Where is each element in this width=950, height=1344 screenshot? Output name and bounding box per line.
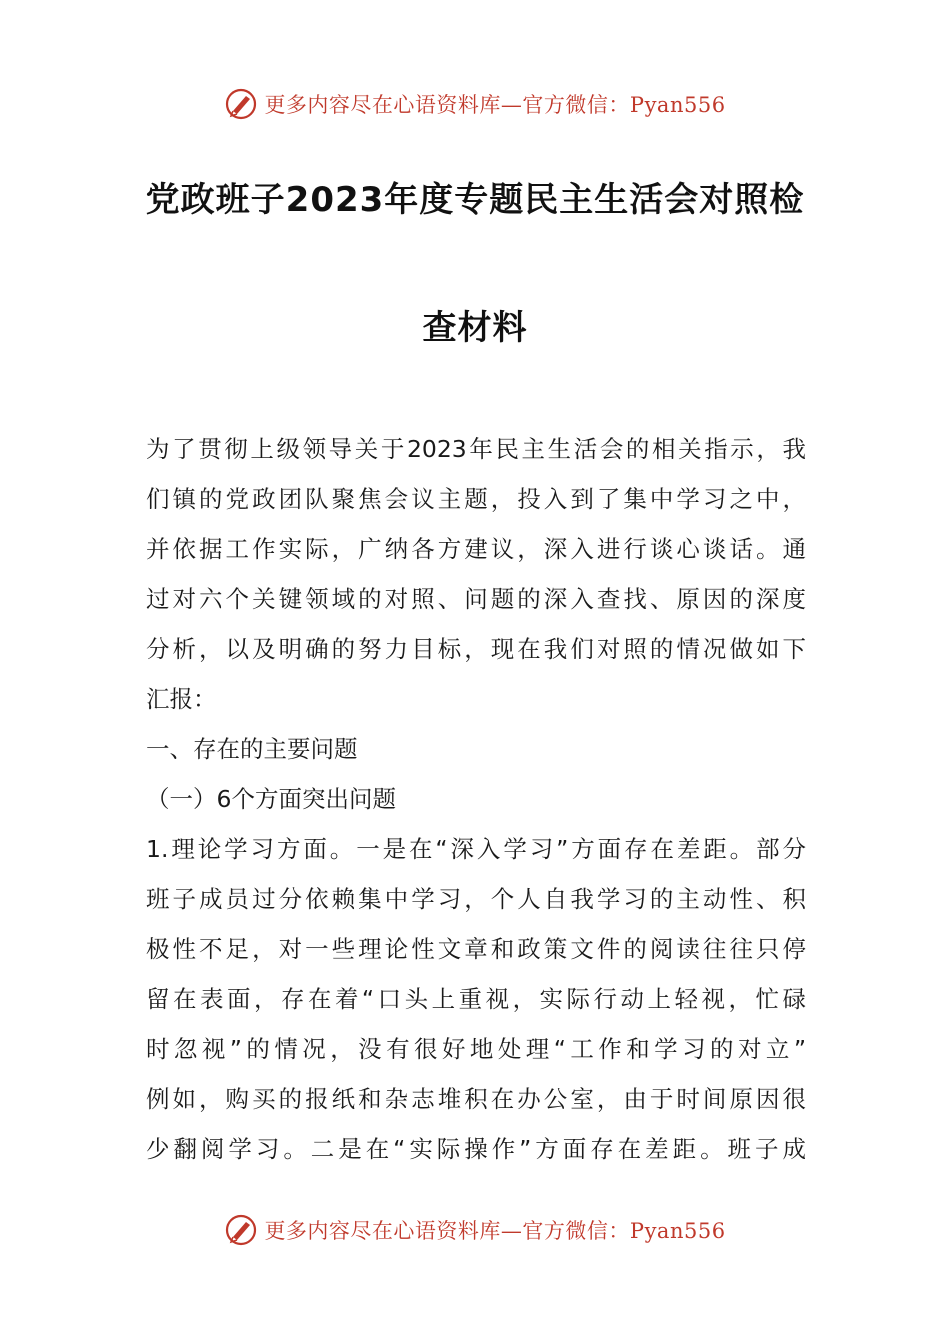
header-banner	[0, 84, 950, 124]
footer-banner	[0, 1210, 950, 1250]
body-line: 汇报：	[146, 685, 217, 713]
body-line: 留在表面，存在着“口头上重视，实际行动上轻视，忙碌	[146, 985, 806, 1013]
body-line: 例如，购买的报纸和杂志堆积在办公室，由于时间原因很	[146, 1085, 806, 1113]
body-line: 少翻阅学习。二是在“实际操作”方面存在差距。班子成	[146, 1135, 806, 1163]
footer-banner-text: 更多内容尽在心语资料库—官方微信：Pyan556	[264, 1219, 726, 1243]
body-line: 班子成员过分依赖集中学习，个人自我学习的主动性、积	[146, 885, 806, 913]
body-line: 极性不足，对一些理论性文章和政策文件的阅读往往只停	[146, 935, 806, 963]
body-line: 为了贯彻上级领导关于2023年民主生活会的相关指示，我	[146, 435, 806, 463]
document-title-line-2: 查材料	[422, 308, 528, 348]
pen-logo-icon	[224, 87, 258, 121]
section-heading: 一、存在的主要问题	[146, 735, 358, 763]
document-body	[146, 424, 806, 1174]
body-line: 1.理论学习方面。一是在“深入学习”方面存在差距。部分	[146, 835, 806, 863]
subsection-heading: （一）6个方面突出问题	[146, 785, 396, 813]
body-line: 并依据工作实际，广纳各方建议，深入进行谈心谈话。通	[146, 535, 806, 563]
body-line: 分析，以及明确的努力目标，现在我们对照的情况做如下	[146, 635, 806, 663]
body-line: 时忽视”的情况，没有很好地处理“工作和学习的对立”	[146, 1035, 806, 1063]
pen-logo-icon	[224, 1213, 258, 1247]
body-line: 过对六个关键领域的对照、问题的深入查找、原因的深度	[146, 585, 806, 613]
body-line: 们镇的党政团队聚焦会议主题，投入到了集中学习之中，	[146, 485, 806, 513]
document-title-line-1: 党政班子2023年度专题民主生活会对照检	[145, 180, 805, 220]
header-banner-text: 更多内容尽在心语资料库—官方微信：Pyan556	[264, 93, 726, 117]
